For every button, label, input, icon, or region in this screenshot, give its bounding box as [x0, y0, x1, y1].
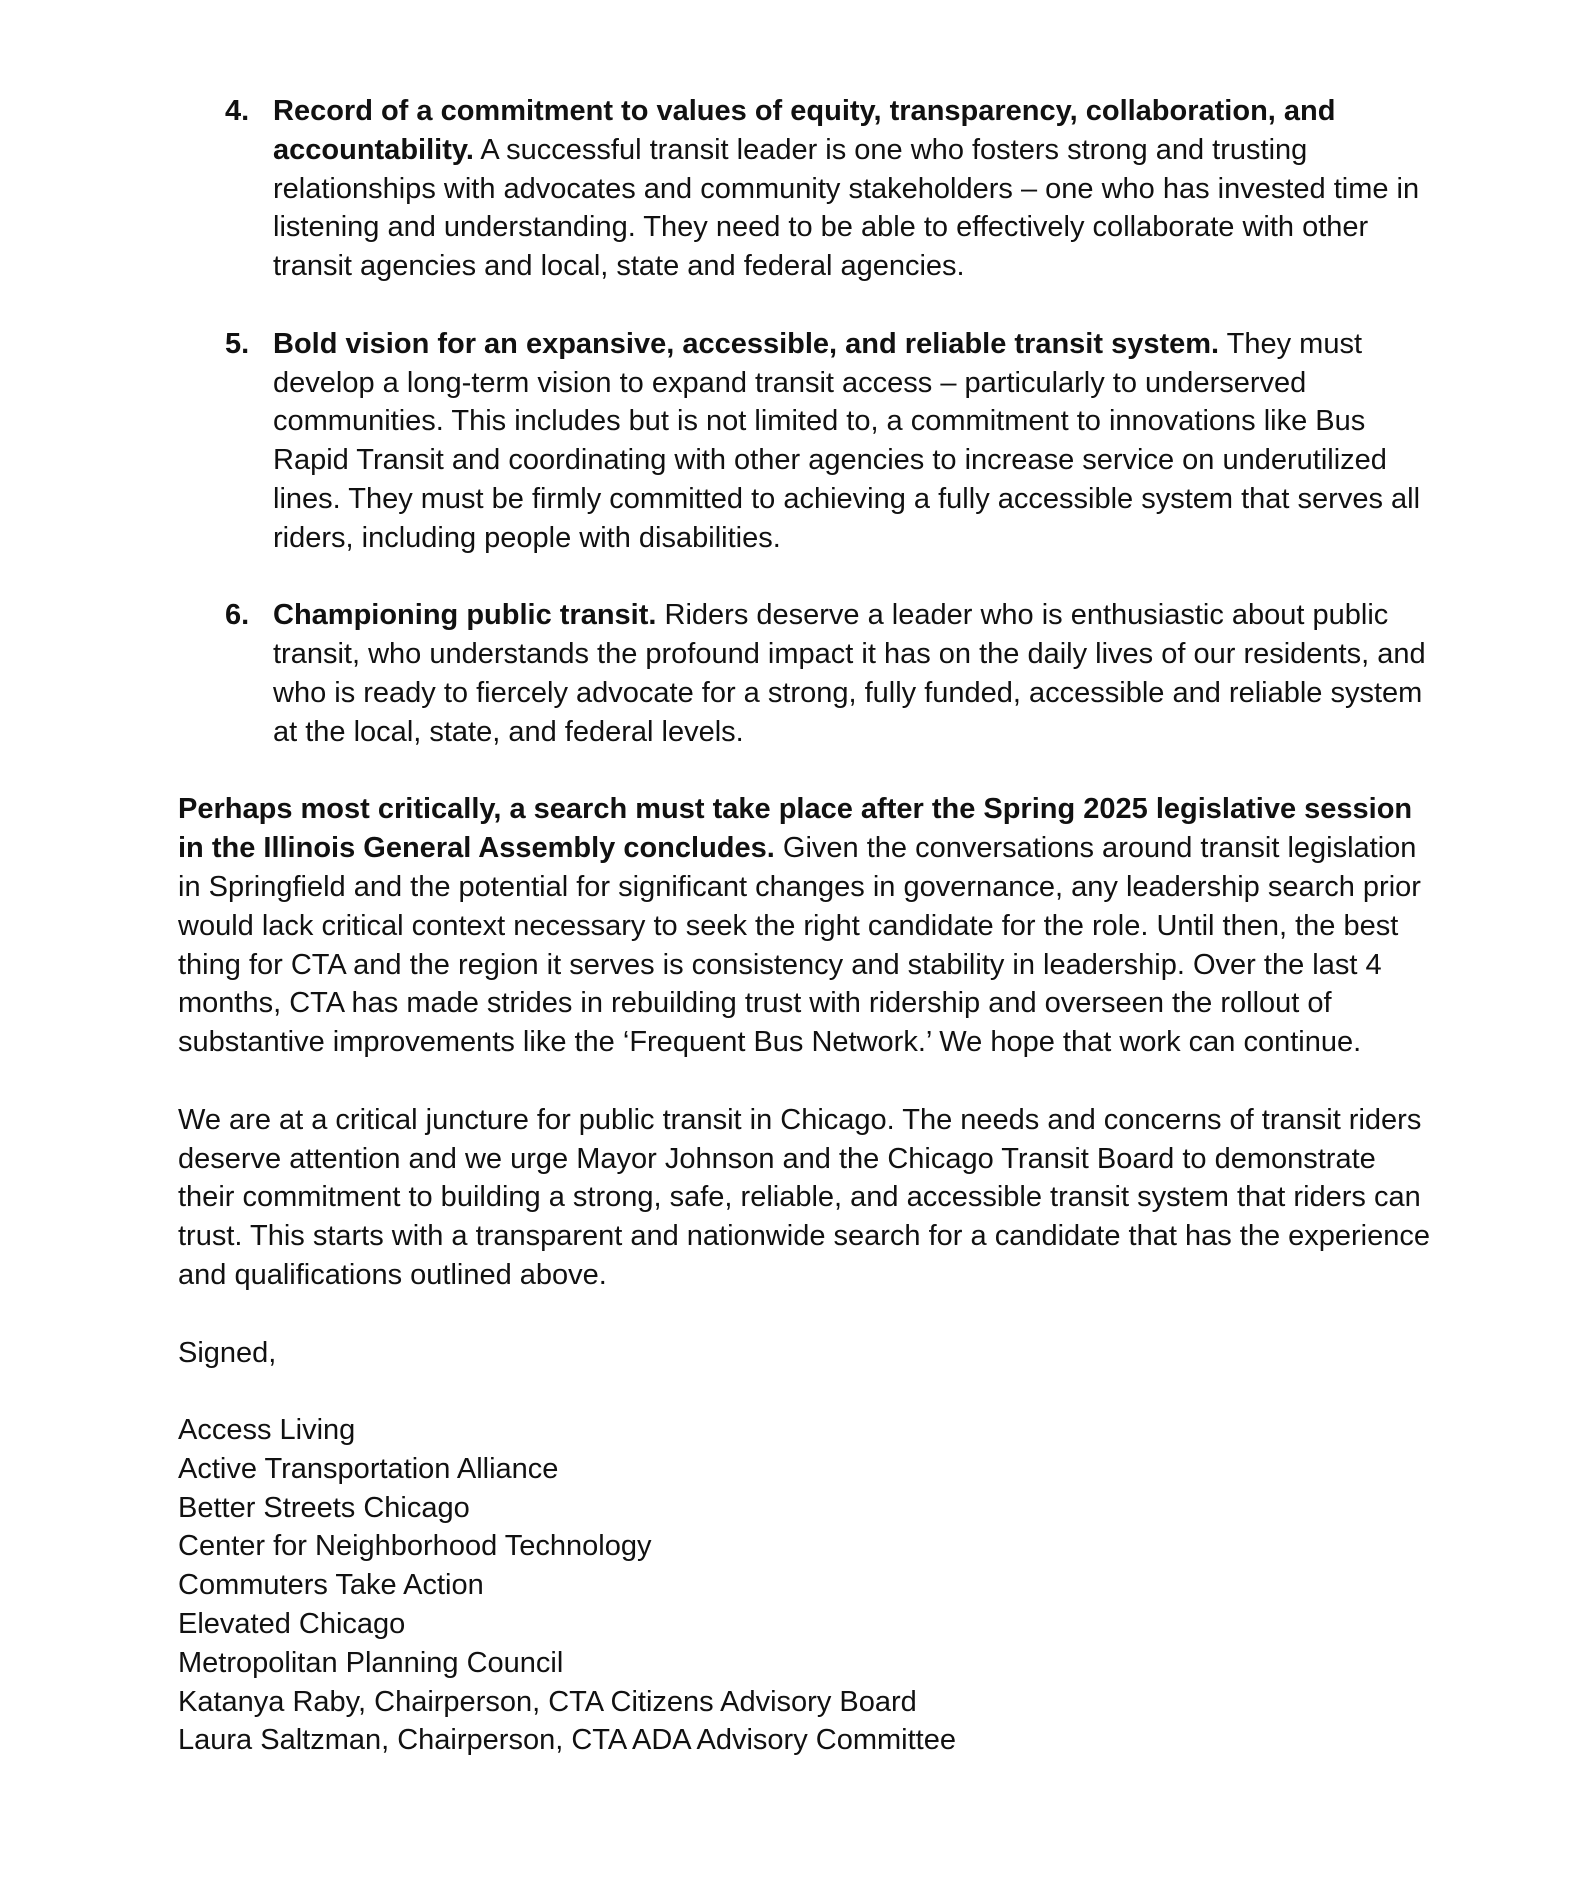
- list-number: 6.: [225, 599, 250, 632]
- list-number: 5.: [225, 327, 250, 360]
- signer: Access Living: [178, 1414, 356, 1447]
- list-number: 4.: [225, 95, 250, 127]
- critical-paragraph: [178, 790, 1438, 1062]
- signer: Metropolitan Planning Council: [178, 1646, 564, 1679]
- list-item-text: They must develop a long-term vision to expand transit access – particularly to underserved communities. This includes but is not limited to, a commitment to innovations like Bus Rapid Transit and coordinating with other agencies to increase service on underutilized lines. They must be firmly committed to achieving a fully accessible system that serves all riders, including people with disabilities.: [273, 327, 1421, 554]
- critical-paragraph-heading: Perhaps most critically, a search must take place after the Spring 2025 legislative session in the Illinois General Assembly concludes.: [178, 793, 1413, 865]
- qualifications-list: [178, 92, 1438, 752]
- list-item-text: A successful transit leader is one who fosters strong and trusting relationships with advocates and community stakeholders – one who has invested time in listening and understanding. They need to be able to effectively collaborate with other transit agencies and local, state and federal agencies.: [273, 133, 1420, 283]
- list-item-text: Riders deserve a leader who is enthusiastic about public transit, who understands the profound impact it has on the daily lives of our residents, and who is ready to fiercely advocate for a strong, fully funded, accessible and reliable system at the local, state, and federal levels.: [273, 599, 1426, 748]
- signer: Katanya Raby, Chairperson, CTA Citizens Advisory Board: [178, 1685, 917, 1718]
- list-item: [178, 92, 1438, 286]
- signed-label: Signed,: [178, 1336, 277, 1369]
- signer: Laura Saltzman, Chairperson, CTA ADA Advisory Committee: [178, 1724, 956, 1757]
- signer: Center for Neighborhood Technology: [178, 1530, 652, 1563]
- juncture-paragraph: We are at a critical juncture for public transit in Chicago. The needs and concerns of transit riders deserve attention and we urge Mayor Johnson and the Chicago Transit Board to demonstrate their commitment to building a strong, safe, reliable, and accessible transit system that riders can trust. This starts with a transparent and nationwide search for a candidate that has the experience and qualifications outlined above.: [178, 1103, 1431, 1291]
- signer: Elevated Chicago: [178, 1608, 406, 1641]
- list-item-heading: Championing public transit.: [273, 599, 657, 632]
- list-item-heading: Record of a commitment to values of equity, transparency, collaboration, and accountability.: [273, 95, 1336, 166]
- signer: Commuters Take Action: [178, 1569, 484, 1602]
- signers-list: [178, 1411, 1438, 1760]
- list-item-body: [273, 92, 1438, 286]
- signer: Active Transportation Alliance: [178, 1452, 559, 1485]
- list-item: [178, 325, 1438, 558]
- list-item-heading: Bold vision for an expansive, accessible, and reliable transit system.: [273, 327, 1220, 360]
- list-item: [178, 596, 1438, 751]
- list-item-body: [273, 325, 1438, 558]
- letter-page: [178, 92, 1438, 1760]
- critical-paragraph-text: Given the conversations around transit legislation in Springfield and the potential for significant changes in governance, any leadership search prior would lack critical context necessary to seek the right candidate for the role. Until then, the best thing for CTA and the region it serves is consistency and stability in leadership. Over the last 4 months, CTA has made strides in rebuilding trust with ridership and overseen the rollout of substantive improvements like the ‘Frequent Bus Network.’ We hope that work can continue.: [178, 832, 1421, 1059]
- list-item-body: [273, 596, 1438, 751]
- signer: Better Streets Chicago: [178, 1491, 470, 1524]
